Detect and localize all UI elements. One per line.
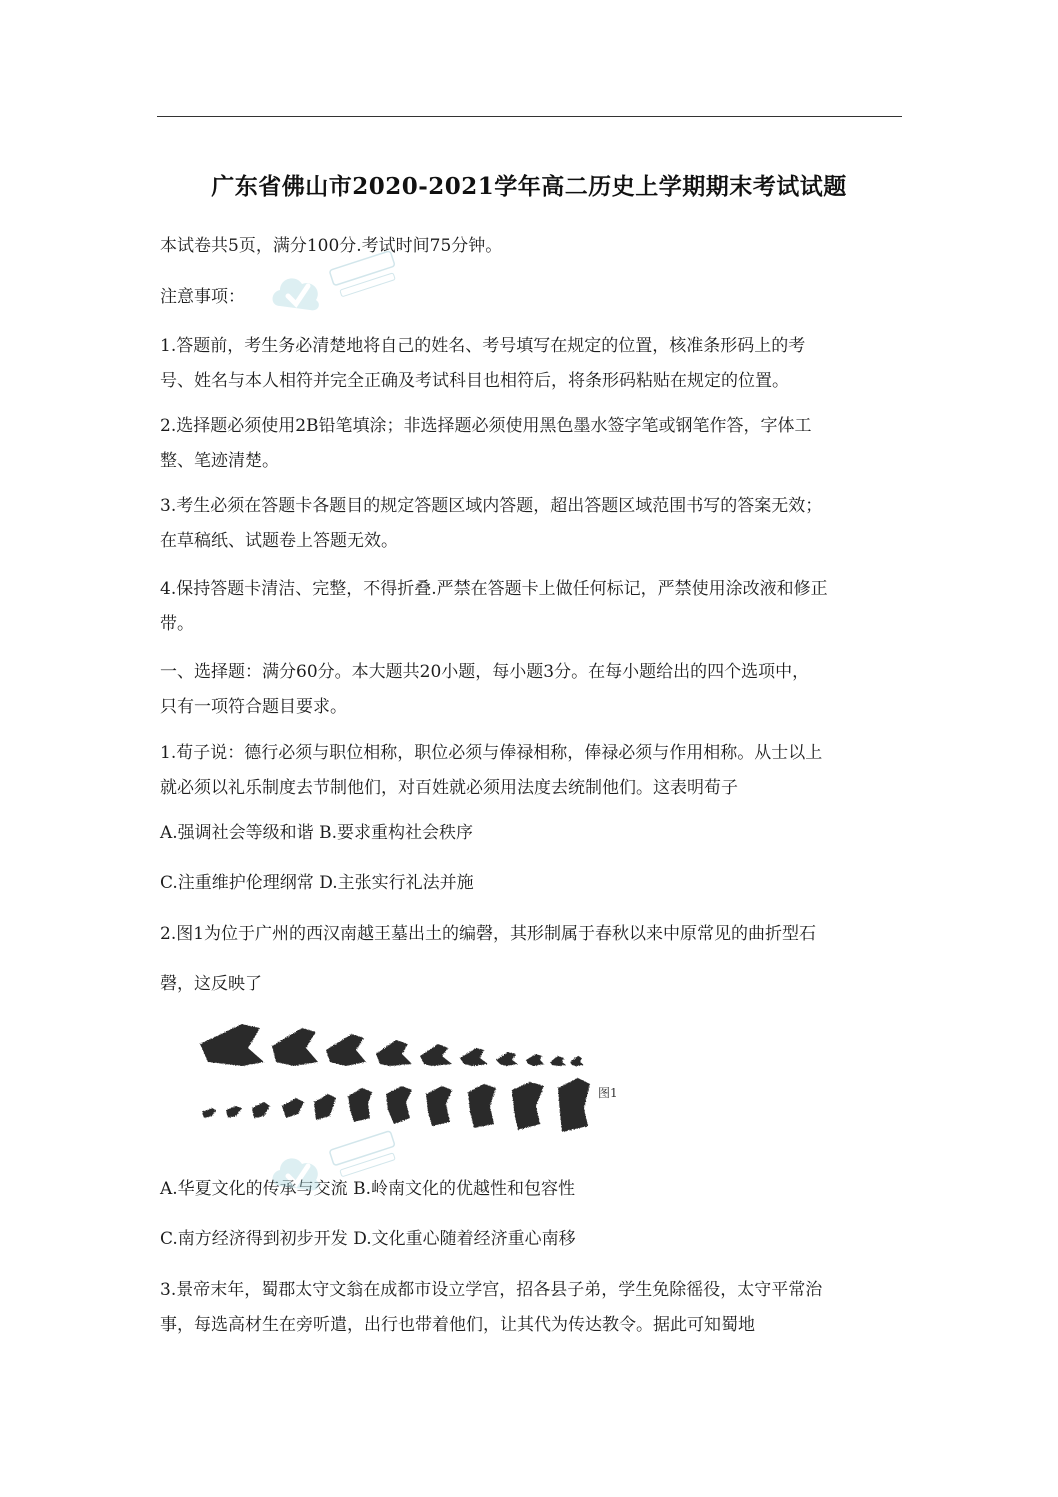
chime-stone-bottom-11: [558, 1078, 590, 1132]
notice-item-3: [160, 489, 902, 559]
notice-line: 在草稿纸、试题卷上答题无效。: [160, 531, 398, 551]
watermark-wordmark: [320, 248, 420, 298]
notice-line: 2.选择题必须使用2B铅笔填涂；非选择题必须使用黑色墨水签字笔或钢笔作答，字体工: [160, 416, 812, 436]
notice-line: 整、笔迹清楚。: [160, 451, 279, 471]
notice-item-4: [160, 572, 902, 642]
notice-line: 1.答题前，考生务必清楚地将自己的姓名、考号填写在规定的位置，核准条形码上的考: [160, 336, 806, 356]
question-line: 就必须以礼乐制度去节制他们，对百姓就必须用法度去统制他们。这表明荀子: [160, 778, 738, 798]
question-2-options-ab: A.华夏文化的传承与交流 B.岭南文化的优越性和包容性: [160, 1179, 575, 1199]
section-line: 只有一项符合题目要求。: [160, 697, 347, 717]
watermark-wordmark: [320, 1128, 420, 1178]
check-cloud-icon: [266, 262, 326, 322]
chime-stone-bottom-10: [512, 1082, 544, 1130]
question-1-options-cd: C.注重维护伦理纲常 D.主张实行礼法并施: [160, 873, 474, 893]
notice-line: 3.考生必须在答题卡各题目的规定答题区域内答题，超出答题区域范围书写的答案无效；: [160, 496, 823, 516]
chime-stone-top-5: [420, 1044, 452, 1066]
chime-stone-top-9: [550, 1056, 566, 1066]
notice-line: 4.保持答题卡清洁、完整，不得折叠.严禁在答题卡上做任何标记，严禁使用涂改液和修正: [160, 579, 828, 599]
chime-stone-top-3: [326, 1034, 366, 1066]
chime-stone-top-1: [200, 1024, 264, 1066]
chime-stone-bottom-7: [386, 1086, 412, 1124]
question-2-stem-line1: 2.图1为位于广州的西汉南越王墓出土的编磬，其形制属于春秋以来中原常见的曲折型石: [160, 924, 817, 944]
exam-intro: 本试卷共5页，满分100分.考试时间75分钟。: [160, 236, 503, 256]
chime-stone-top-6: [460, 1048, 488, 1066]
chime-stone-bottom-4: [282, 1098, 304, 1118]
chime-stone-top-4: [376, 1040, 412, 1066]
notice-line: 号、姓名与本人相符并完全正确及考试科目也相符后，将条形码粘贴在规定的位置。: [160, 371, 789, 391]
notice-heading: 注意事项：: [160, 287, 245, 307]
figure-label: 图1: [598, 1086, 618, 1100]
chime-stone-top-8: [526, 1054, 544, 1066]
section-heading: [160, 655, 902, 725]
question-1-stem: [160, 736, 902, 806]
notice-item-1: [160, 329, 902, 399]
question-2-options-cd: C.南方经济得到初步开发 D.文化重心随着经济重心南移: [160, 1229, 576, 1249]
chime-stone-top-10: [570, 1056, 584, 1066]
page-title: 广东省佛山市2020-2021学年高二历史上学期期末考试试题: [211, 173, 847, 200]
watermark-logo: [262, 248, 422, 328]
notice-item-2: [160, 409, 902, 479]
chime-stone-top-7: [496, 1052, 518, 1066]
check-cloud-icon: [266, 1142, 326, 1202]
notice-line: 带。: [160, 614, 194, 634]
question-3-stem: [160, 1273, 902, 1343]
question-2-stem-line2: 磬，这反映了: [160, 974, 262, 994]
chime-stone-bottom-8: [426, 1086, 452, 1126]
question-line: 事，每选高材生在旁听遣，出行也带着他们，让其代为传达教令。据此可知蜀地: [160, 1315, 755, 1335]
watermark-logo: [262, 1128, 422, 1208]
question-line: 1.荀子说：德行必须与职位相称，职位必须与俸禄相称，俸禄必须与作用相称。从士以上: [160, 743, 823, 763]
section-line: 一、选择题：满分60分。本大题共20小题，每小题3分。在每小题给出的四个选项中，: [160, 662, 810, 682]
question-line: 3.景帝末年，蜀郡太守文翁在成都市设立学宫，招各县子弟，学生免除徭役，太守平常治: [160, 1280, 823, 1300]
chime-stone-bottom-6: [348, 1088, 372, 1122]
chime-stone-top-2: [272, 1028, 318, 1066]
chime-stone-bottom-1: [202, 1108, 216, 1118]
chime-stone-bottom-3: [252, 1102, 270, 1118]
header-rule: [157, 116, 902, 117]
chime-stone-bottom-5: [314, 1094, 336, 1120]
question-1-options-ab: A.强调社会等级和谐 B.要求重构社会秩序: [160, 823, 473, 843]
chime-stone-bottom-9: [468, 1084, 496, 1128]
chime-stone-bottom-2: [226, 1106, 242, 1118]
